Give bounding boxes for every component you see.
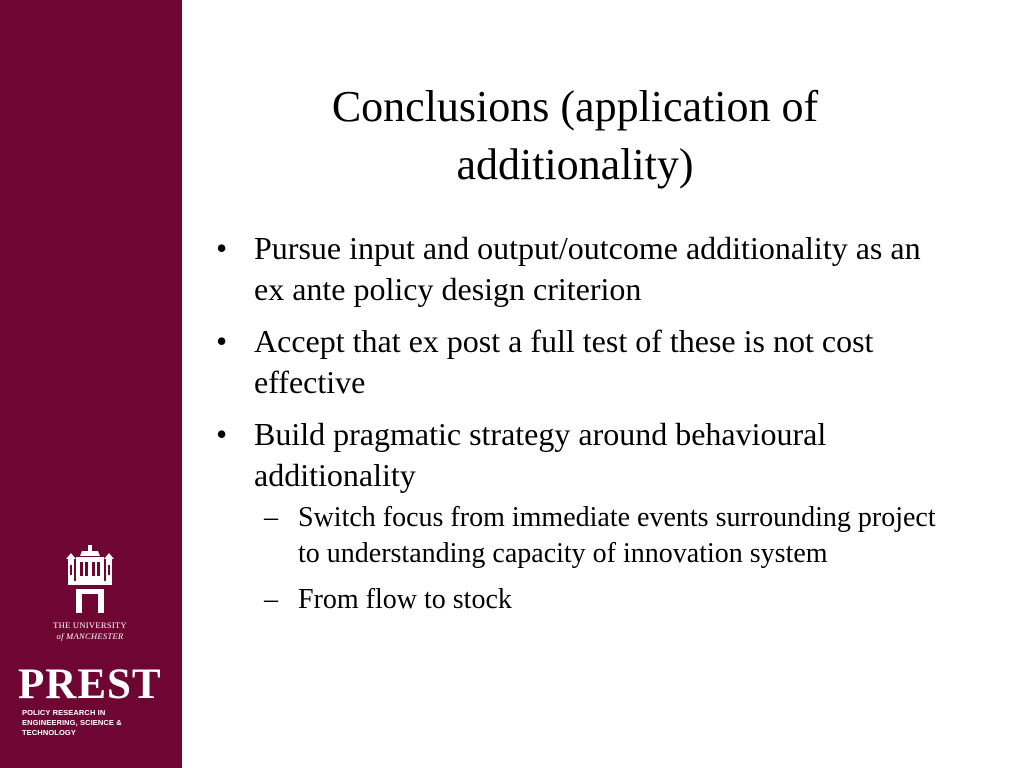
sub-bullet-item bbox=[254, 500, 942, 572]
university-crest-icon bbox=[62, 545, 118, 615]
bullet-text: Pursue input and output/outcome additionality as an ex ante policy design criterion bbox=[254, 230, 921, 307]
bullet-item bbox=[212, 414, 942, 618]
university-line-1: THE UNIVERSITY bbox=[53, 620, 127, 630]
prest-subtitle-line-1: POLICY RESEARCH IN bbox=[22, 708, 106, 717]
slide-title: Conclusions (application of additionality) bbox=[331, 82, 819, 189]
university-line-2: of MANCHESTER bbox=[56, 631, 124, 641]
bullet-item bbox=[212, 228, 942, 310]
bullet-marker: • bbox=[216, 416, 228, 452]
bullet-marker: • bbox=[216, 323, 228, 359]
sub-bullet-marker: – bbox=[264, 502, 278, 533]
prest-logo: PREST bbox=[18, 661, 162, 708]
sub-bullet-text: Switch focus from immediate events surrounding project to understanding capacity of innovation system bbox=[298, 502, 936, 569]
prest-subtitle-line-2: ENGINEERING, SCIENCE & TECHNOLOGY bbox=[22, 718, 122, 737]
sub-bullet-marker: – bbox=[264, 584, 278, 615]
sub-bullet-item bbox=[254, 582, 942, 618]
university-name bbox=[20, 620, 160, 642]
sub-bullet-text: From flow to stock bbox=[298, 584, 512, 615]
prest-subtitle bbox=[22, 708, 172, 738]
sidebar bbox=[0, 0, 182, 768]
bullet-list bbox=[212, 228, 942, 629]
sub-bullet-list bbox=[254, 500, 942, 618]
bullet-text: Accept that ex post a full test of these is not cost effective bbox=[254, 323, 874, 400]
bullet-marker: • bbox=[216, 230, 228, 266]
bullet-item bbox=[212, 321, 942, 403]
bullet-text: Build pragmatic strategy around behavioural additionality bbox=[254, 416, 827, 493]
